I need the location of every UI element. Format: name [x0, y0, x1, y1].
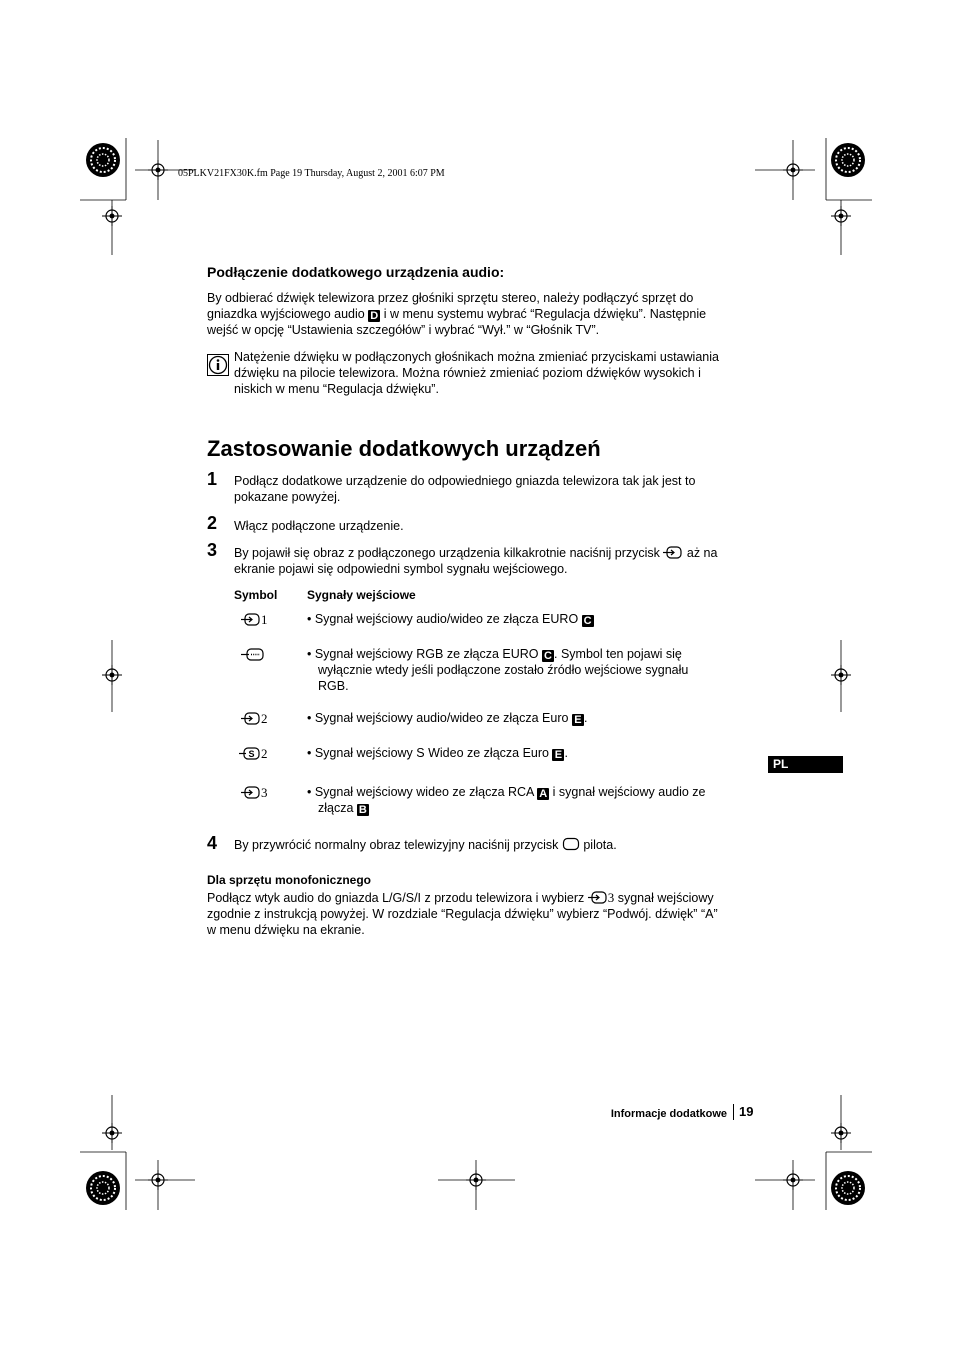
table-header-symbol: Symbol: [234, 588, 278, 602]
page-title: Zastosowanie dodatkowych urządzeń: [207, 436, 601, 461]
step-number: 2: [207, 513, 218, 533]
section-title-audio: Podłączenie dodatkowego urządzenia audio:: [207, 264, 505, 280]
svg-text:S: S: [248, 749, 255, 759]
mono-title: Dla sprzętu monofonicznego: [207, 873, 372, 887]
step-number: 3: [207, 540, 218, 560]
table-row: • Sygnał wejściowy audio/wideo ze złącza Euro E .: [307, 711, 588, 726]
input-symbol-3-icon: 3: [241, 785, 268, 801]
audio-paragraph: By odbierać dźwięk telewizora przez głośniki sprzętu stereo, należy podłączyć sprzęt do gniazdka wyjściowego audio D i w menu systemu wybrać “Regulacja dźwięku”. Następnie wejść w opcję “Ustawienia szczegółów” i wybrać “Wył.” w “Głośnik TV”.: [207, 291, 707, 337]
footer-divider: [733, 1104, 734, 1120]
step-number: 1: [207, 469, 218, 489]
step-4-text: By przywrócić normalny obraz telewizyjny naciśnij przycisk pilota.: [234, 838, 617, 852]
input-symbol-2-icon: 2: [241, 711, 268, 727]
table-row: • Sygnał wejściowy S Wideo ze złącza Euro E .: [307, 746, 568, 761]
input-symbol-3-icon: 3: [588, 890, 615, 905]
svideo-input-icon: S 2: [239, 746, 268, 762]
table-row: • Sygnał wejściowy audio/wideo ze złącza EURO C: [307, 611, 594, 627]
rgb-input-icon: [241, 647, 265, 663]
page-number: 19: [739, 1104, 754, 1119]
footer-section-label: Informacje dodatkowe: [610, 1108, 727, 1120]
step-number: 4: [207, 833, 218, 853]
socket-d-badge: D: [368, 310, 380, 322]
mono-paragraph: Podłącz wtyk audio do gniazda L/G/S/I z przodu telewizora i wybierz 3 sygnał wejściowy zgodnie z instrukcją powyżej. W rozdziale “Regulacja dźwięku” wybierz “Podwój. dźwięk” “A” w menu dźwięku na ekranie.: [207, 890, 718, 937]
step-2-text: Włącz podłączone urządzenie.: [234, 519, 404, 533]
file-header: 05PLKV21FX30K.fm Page 19 Thursday, August 2, 2001 6:07 PM: [178, 168, 445, 179]
step-3-text: By pojawił się obraz z podłączonego urządzenia kilkakrotnie naciśnij przycisk aż na ekranie pojawi się odpowiedni symbol sygnału wejściowego.: [234, 546, 718, 576]
step-1-text: Podłącz dodatkowe urządzenie do odpowiedniego gniazda telewizora tak jak jest to pokazane powyżej.: [234, 474, 696, 504]
table-row: • Sygnał wejściowy RGB ze złącza EURO C . Symbol ten pojawi się wyłącznie wtedy jeśli podłączone zostało źródło wejściowe sygnału RGB.: [307, 647, 689, 693]
input-button-icon: [663, 546, 683, 560]
info-note: Natężenie dźwięku w podłączonych głośnikach można zmieniać przyciskami ustawiania dźwięku na pilocie telewizora. Można również zmieniać poziom dźwięków wysokich i niskich w menu “Regulacja dźwięku”.: [234, 350, 719, 396]
language-tab: PL: [768, 756, 843, 773]
table-header-signals: Sygnały wejściowe: [307, 588, 416, 602]
info-icon: [207, 354, 229, 381]
tv-button-icon: [562, 838, 580, 852]
table-row: • Sygnał wejściowy wideo ze złącza RCA A i sygnał wejściowy audio ze złącza B: [307, 785, 706, 816]
input-symbol-1-icon: 1: [241, 612, 268, 628]
